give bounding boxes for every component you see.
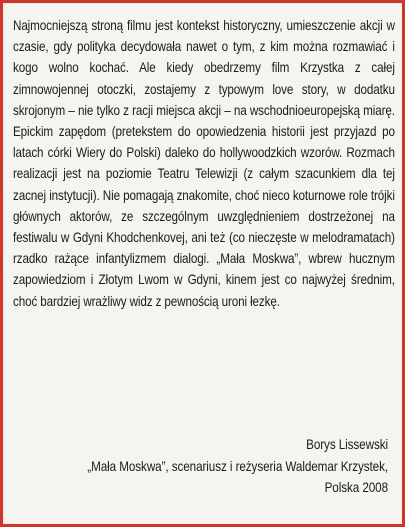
film-credit: „Mała Moskwa”, scenariusz i reżyseria Waldemar Krzystek, [87, 458, 388, 474]
author-name: Borys Lissewski [306, 437, 388, 452]
review-body: Najmocniejszą stroną filmu jest kontekst historyczny, umieszczenie akcji w czasie, gdy polityka decydowała nawet o tym, z kim można rozmawiać i kogo wolno kochać. Ale kiedy obedrzemy film Krzystka z całej zimnowojennej otoczki, zostajemy z typowym love story, w dodatku skrojonym – nie tylko z racji miejsca akcji – na wschodnioeuropejską miarę. Epickim zapędom (pretekstem do opowiedzenia historii jest przyjazd po latach córki Wiery do Polski) daleko do hollywoodzkich wzorów. Rozmach realizacji jest na poziomie Teatru Telewizji (z całym szacunkiem dla tej zacnej instytucji). Nie pomagają znakomite, choć nieco koturnowe role trójki głównych aktorów, ze szczególnym uwzględnieniem dostrzeżonej na festiwalu w Gdyni Khodchenkovej, ani też (co nieczęste w melodramatach) rzadko rażące infantylizmem dialogi. „Mała Moskwa”, wbrew hucznym zapowiedziom i Złotym Lwom w Gdyni, kinem jest co najwyżej średnim, choć bardziej wrażliwy widz z pewnością uroni łezkę. [13, 18, 395, 309]
review-signature [8, 434, 388, 499]
review-article [13, 15, 395, 312]
film-country-year: Polska 2008 [324, 480, 388, 496]
